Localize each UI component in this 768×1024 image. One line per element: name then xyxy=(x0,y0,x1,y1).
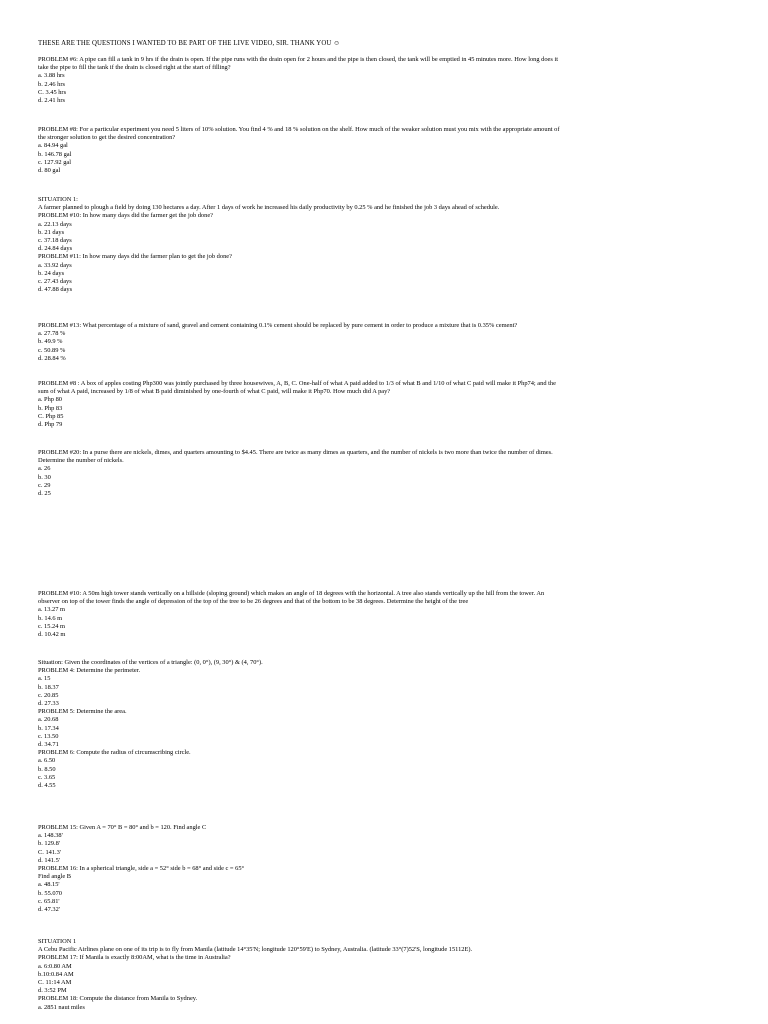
choice-c: C. 141.3' xyxy=(38,848,61,856)
text-line: sum of what A paid, increased by 1/8 of what B paid diminished by one-fourth of what C paid, will make it Php70. How much did A pay? xyxy=(38,388,391,396)
choice-b: b. 8.50 xyxy=(38,765,56,773)
choice-b: b. 55.070 xyxy=(38,889,62,897)
situation-triangle-vertices xyxy=(38,659,732,790)
problems-angles-spherical xyxy=(38,824,732,914)
choice-b: b. 24 days xyxy=(38,269,65,277)
choice-c: c. 37.18 days xyxy=(38,237,72,245)
choice-b: b. 18.37 xyxy=(38,683,59,691)
problem-solution-mix xyxy=(38,126,732,175)
text-line: PROBLEM #10: A 50m high tower stands vertically on a hillside (sloping ground) which makes an angle of 18 degrees with the horizontal. A tree also stands vertically up the hill from the tower. An xyxy=(38,590,545,597)
text-line: PROBLEM #10: In how many days did the farmer get the job done? xyxy=(38,212,213,220)
choice-c: c. 65.81' xyxy=(38,897,60,905)
choice-c: c. 50.89 % xyxy=(38,346,66,354)
choice-a: a. 27.78 % xyxy=(38,330,66,338)
choice-c: c. 20.85 xyxy=(38,691,59,699)
text-line: Determine the number of nickels. xyxy=(38,457,124,465)
text-line: A farmer planned to plough a field by doing 130 hectares a day. After 1 days of work he increased his daily productivity by 0.25 % and he finished the job 3 days ahead of schedule. xyxy=(38,204,500,212)
choice-c: C. 11:14 AM xyxy=(38,979,72,987)
document-header: THESE ARE THE QUESTIONS I WANTED TO BE PART OF THE LIVE VIDEO, SIR. THANK YOU ☺ xyxy=(38,40,341,47)
choice-b: b. 30 xyxy=(38,473,51,481)
choice-c: C. 3.45 hrs xyxy=(38,88,67,96)
choice-d: d. 141.5' xyxy=(38,856,60,864)
choice-d: d. 80 gal xyxy=(38,167,61,175)
text-line: SITUATION 1: xyxy=(38,196,78,203)
text-line: SITUATION 1 xyxy=(38,938,77,945)
problem-box-of-apples xyxy=(38,380,732,429)
choice-a: a. 15 xyxy=(38,675,51,683)
text-line: take the pipe to fill the tank if the drain is closed right at the start of filling? xyxy=(38,64,231,72)
choice-d: d. 25 xyxy=(38,490,51,498)
text-line: Situation: Given the coordinates of the vertices of a triangle: (0, 0°), (9, 30°) & (4, 70°). xyxy=(38,659,263,666)
text-line: the stronger solution to get the desired concentration? xyxy=(38,134,176,142)
text-line: PROBLEM 15: Given A = 70° B = 80° and b = 120. Find angle C xyxy=(38,824,207,831)
choice-a: a. 148.38' xyxy=(38,832,63,840)
choice-a: a. 13.27 m xyxy=(38,606,65,614)
text-line: PROBLEM #20: In a purse there are nickels, dimes, and quarters amounting to $4.45. There are twice as many dimes as quarters, and the number of nickels is two more than twice the number of dimes. xyxy=(38,449,553,456)
text-line: PROBLEM 17: If Manila is exactly 8:00AM, what is the time in Australia? xyxy=(38,954,231,962)
choice-d: d. 27.33 xyxy=(38,700,59,708)
problem-cement-mixture xyxy=(38,322,732,363)
text-line: PROBLEM #6: A pipe can fill a tank in 9 hrs if the drain is open. If the pipe runs with the drain open for 2 hours and the pipe is then closed, the tank will be emptied in 45 minutes more. How long does it xyxy=(38,56,559,63)
choice-d: d. 2.41 hrs xyxy=(38,97,65,105)
choice-c: c. 13.50 xyxy=(38,732,59,740)
choice-c: c. 27.43 days xyxy=(38,278,72,286)
choice-a: a. 84.94 gal xyxy=(38,142,68,150)
text-line: PROBLEM 18: Compute the distance from Manila to Sydney. xyxy=(38,995,198,1003)
choice-a: a. 26 xyxy=(38,465,51,473)
choice-b: b. 2.46 hrs xyxy=(38,80,65,88)
text-line: A Cebu Pacific Airlines plane on one of its trip is to fly from Manila (latitude 14°35'N; longitude 120°59'E) to Sydney, Australia. (latitude 33°(7)52'S, longitude 15112E). xyxy=(38,946,473,954)
text-line: PROBLEM #8 : A box of apples costing Php300 was jointly purchased by three housewives, A, B, C. One-half of what A paid added to 1/3 of what B and 1/10 of what C paid will make it Php74; and the xyxy=(38,380,556,387)
choice-c: c. 15.24 m xyxy=(38,622,65,630)
problem-purse-coins xyxy=(38,449,732,498)
choice-b: b. 17.34 xyxy=(38,724,59,732)
choice-b: b. 21 days xyxy=(38,228,65,236)
choice-d: d. Php 79 xyxy=(38,421,63,429)
text-line: PROBLEM #11: In how many days did the farmer plan to get the job done? xyxy=(38,253,232,261)
choice-a: a. 2851 naut miles xyxy=(38,1003,85,1011)
text-line: PROBLEM 4: Determine the perimeter. xyxy=(38,667,141,675)
choice-d: d. 47.32' xyxy=(38,906,60,914)
text-line: observer on top of the tower finds the angle of depression of the top of the tree to be 26 degrees and that of the bottom to be 38 degrees. Determine the height of the tree xyxy=(38,598,469,606)
choice-b: b. Php 83 xyxy=(38,404,63,412)
choice-c: c. 29 xyxy=(38,481,51,489)
choice-a: a. 48.15' xyxy=(38,881,60,889)
choice-a: a. 22.13 days xyxy=(38,220,72,228)
choice-a: a. 3.88 hrs xyxy=(38,72,65,80)
text-line: PROBLEM 6: Compute the radius of circumscribing circle. xyxy=(38,749,191,757)
choice-d: d. 10.42 m xyxy=(38,631,66,639)
problem-pipe-fill-tank xyxy=(38,56,732,105)
text-line: PROBLEM 16: In a spherical triangle, side a = 52° side b = 68° and side c = 65° xyxy=(38,865,245,873)
problem-tower-on-hillside xyxy=(38,590,732,639)
choice-b: b. 14.6 m xyxy=(38,614,63,622)
text-line: PROBLEM #8: For a particular experiment you need 5 liters of 10% solution. You find 4 % and 18 % solution on the shelf. How much of the weaker solution must you mix with the appropriate amount of xyxy=(38,126,560,133)
choice-a: a. 6.50 xyxy=(38,757,56,765)
choice-d: d. 3:52 PM xyxy=(38,987,67,995)
choice-c: c. 3.65 xyxy=(38,773,56,781)
text-line: PROBLEM #13: What percentage of a mixture of sand, gravel and cement containing 0.1% cement should be replaced by pure cement in order to produce a mixture that is 0.35% cement? xyxy=(38,322,518,329)
choice-c: C. Php 85 xyxy=(38,412,64,420)
choice-b: b. 129.8' xyxy=(38,840,60,848)
text-line: Find angle B xyxy=(38,873,72,881)
choice-c: c. 127.92 gal xyxy=(38,158,72,166)
choice-d: d. 28.84 % xyxy=(38,354,66,362)
choice-d: d. 47.88 days xyxy=(38,286,73,294)
choice-d: d. 24.84 days xyxy=(38,245,73,253)
choice-a: a. 33.92 days xyxy=(38,261,72,269)
choice-d: d. 4.55 xyxy=(38,782,56,790)
choice-a: a. Php 80 xyxy=(38,396,62,404)
choice-b: b.10:0.84 AM xyxy=(38,970,74,978)
text-line: PROBLEM 5: Determine the area. xyxy=(38,708,127,716)
situation-farmer xyxy=(38,196,732,294)
choice-a: a. 6:0.80 AM xyxy=(38,962,72,970)
choice-b: b. 146.78 gal xyxy=(38,150,72,158)
choice-d: d. 34.71 xyxy=(38,741,59,749)
choice-a: a. 20.68 xyxy=(38,716,59,724)
choice-b: b. 49.9 % xyxy=(38,338,63,346)
situation-manila-sydney-flight xyxy=(38,938,732,1012)
